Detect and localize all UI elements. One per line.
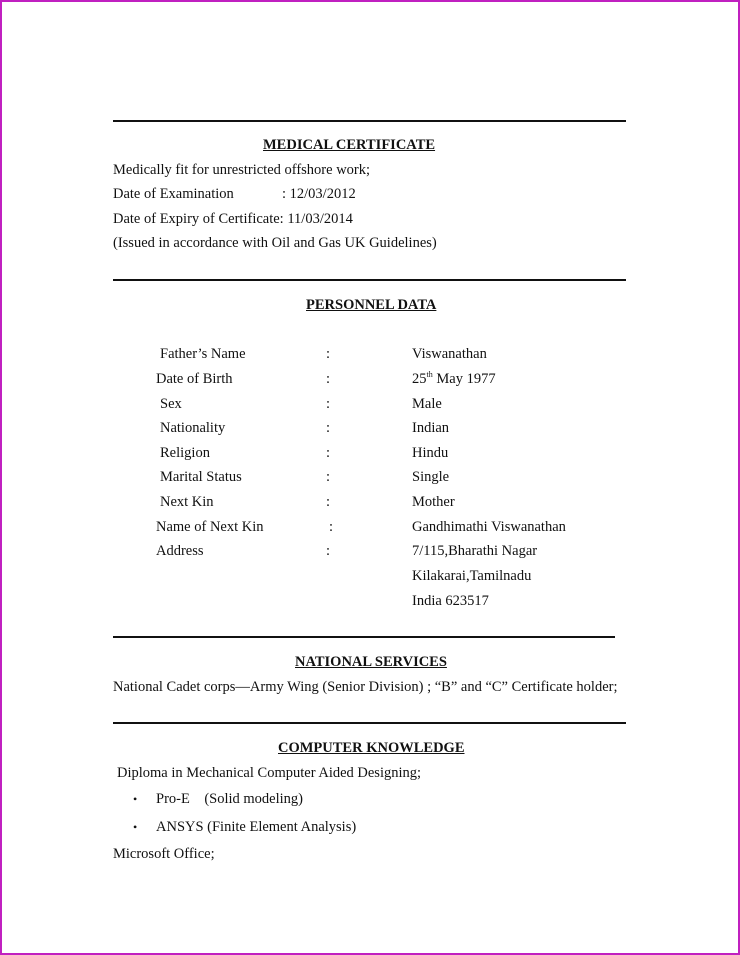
fathers-name-label: Father’s Name bbox=[160, 346, 246, 362]
fathers-name-colon: : bbox=[326, 346, 331, 362]
address-colon: : bbox=[326, 543, 331, 559]
marital-status-label: Marital Status bbox=[160, 469, 242, 485]
sex-colon: : bbox=[326, 396, 331, 412]
exam-date-value: : 12/03/2012 bbox=[282, 186, 356, 202]
exam-date-label: Date of Examination bbox=[113, 186, 234, 202]
expiry-date-text: Date of Expiry of Certificate: 11/03/2014 bbox=[113, 211, 353, 227]
bullet-icon: • bbox=[133, 820, 138, 834]
marital-status-value: Single bbox=[412, 469, 450, 485]
skill-item-ansys: ANSYS (Finite Element Analysis) bbox=[156, 819, 357, 835]
diploma-text: Diploma in Mechanical Computer Aided Designing; bbox=[117, 765, 422, 781]
sex-label: Sex bbox=[160, 396, 182, 412]
date-of-birth-colon: : bbox=[326, 371, 331, 387]
next-kin-name-label: Name of Next Kin bbox=[156, 519, 264, 535]
section-divider-computer bbox=[113, 722, 626, 724]
next-kin-label: Next Kin bbox=[160, 494, 214, 510]
address-line-2: Kilakarai,Tamilnadu bbox=[412, 568, 532, 584]
nationality-label: Nationality bbox=[160, 420, 226, 436]
marital-status-colon: : bbox=[326, 469, 331, 485]
medical-certificate-heading: MEDICAL CERTIFICATE bbox=[263, 137, 436, 153]
date-of-birth-value bbox=[412, 371, 496, 388]
address-label: Address bbox=[156, 543, 204, 559]
national-services-text: National Cadet corps—Army Wing (Senior Division) ; “B” and “C” Certificate holder; bbox=[113, 679, 618, 695]
section-divider-top bbox=[113, 120, 626, 122]
date-of-birth-label: Date of Birth bbox=[156, 371, 233, 387]
religion-label: Religion bbox=[160, 445, 210, 461]
dob-month-year: May 1977 bbox=[432, 371, 496, 387]
fathers-name-value: Viswanathan bbox=[412, 346, 487, 362]
computer-knowledge-heading: COMPUTER KNOWLEDGE bbox=[278, 740, 465, 756]
next-kin-colon: : bbox=[326, 494, 331, 510]
bullet-icon: • bbox=[133, 792, 138, 806]
next-kin-value: Mother bbox=[412, 494, 455, 510]
skill-item-pro-e: Pro-E (Solid modeling) bbox=[156, 791, 304, 807]
religion-value: Hindu bbox=[412, 445, 449, 461]
address-line-1: 7/115,Bharathi Nagar bbox=[412, 543, 538, 559]
next-kin-name-value: Gandhimathi Viswanathan bbox=[412, 519, 566, 535]
nationality-value: Indian bbox=[412, 420, 450, 436]
nationality-colon: : bbox=[326, 420, 331, 436]
section-divider-national bbox=[113, 636, 615, 638]
medical-fit-text: Medically fit for unrestricted offshore work; bbox=[113, 162, 371, 178]
national-services-heading: NATIONAL SERVICES bbox=[295, 654, 447, 670]
guidelines-note: (Issued in accordance with Oil and Gas UK Guidelines) bbox=[113, 235, 437, 251]
next-kin-name-colon: : bbox=[329, 519, 334, 535]
address-line-3: India 623517 bbox=[412, 593, 489, 609]
microsoft-office-text: Microsoft Office; bbox=[113, 846, 215, 862]
sex-value: Male bbox=[412, 396, 442, 412]
section-divider-personnel bbox=[113, 279, 626, 281]
dob-day: 25 bbox=[412, 371, 427, 387]
personnel-data-heading: PERSONNEL DATA bbox=[306, 297, 437, 313]
dob-day-suffix: th bbox=[426, 370, 433, 380]
religion-colon: : bbox=[326, 445, 331, 461]
